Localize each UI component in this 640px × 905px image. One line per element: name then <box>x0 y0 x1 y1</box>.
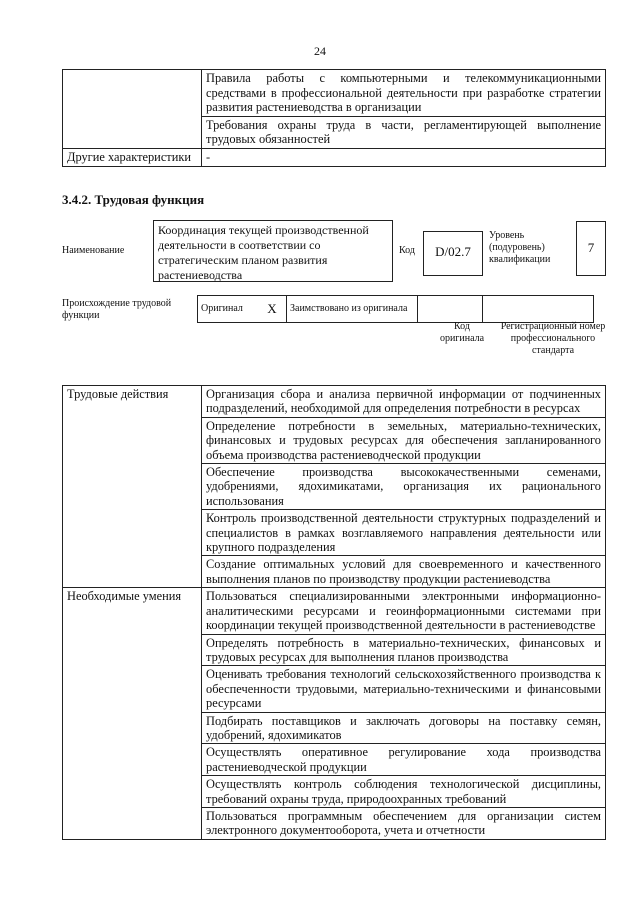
skill-item: Осуществлять контроль соблюдения технологической дисциплины, требований охраны труда, природоохранных требований <box>202 776 606 808</box>
borrowed-label: Заимствовано из оригинала <box>287 296 418 323</box>
origin-label: Происхождение трудовой функции <box>62 298 172 321</box>
row-text: Требования охраны труда в части, регламентирующей выполнение трудовых обязанностей <box>202 116 606 148</box>
skill-item: Оценивать требования технологий сельскохозяйственного производства к обеспеченности трудовыми, материально-техническими и финансовыми ресурсами <box>202 666 606 712</box>
skills-label: Необходимые умения <box>63 588 202 840</box>
original-mark: X <box>258 296 287 323</box>
row-label <box>63 70 202 149</box>
table-row <box>63 588 606 634</box>
labor-action-item: Организация сбора и анализа первичной информации от подчиненных подразделений, необходимой для определения потребности в ресурсах <box>202 386 606 418</box>
skill-item: Пользоваться специализированными электронными информационно-аналитическими ресурсами и геоинформационными системами при координации текущей производственной деятельности в растениеводстве <box>202 588 606 634</box>
code-caption: Код оригинала <box>439 321 485 344</box>
skill-item: Определять потребность в материально-технических, финансовых и трудовых ресурсах для выполнения планов производства <box>202 634 606 666</box>
original-label: Оригинал <box>198 296 259 323</box>
function-code: D/02.7 <box>423 231 483 276</box>
labor-action-item: Создание оптимальных условий для своевременного и качественного выполнения планов по производству продукции растениеводства <box>202 556 606 588</box>
skill-item: Подбирать поставщиков и заключать договоры на поставку семян, удобрений, ядохимикатов <box>202 712 606 744</box>
labor-action-item: Контроль производственной деятельности структурных подразделений и специалистов в рамках возглавляемого направления деятельности или крупного подразделения <box>202 510 606 556</box>
function-name: Координация текущей производственной деятельности в соответствии со стратегическим планом развития растениеводства <box>153 220 393 282</box>
name-label: Наименование <box>62 245 125 256</box>
code-label: Код <box>399 245 415 256</box>
prev-section-table <box>62 69 606 167</box>
function-table <box>62 385 606 840</box>
row-text: - <box>202 148 606 166</box>
table-row <box>198 296 594 323</box>
reg-caption: Регистрационный номер профессионального стандарта <box>500 321 606 356</box>
skill-item: Осуществлять оперативное регулирование хода производства растениеводческой продукции <box>202 744 606 776</box>
labor-action-item: Определение потребности в земельных, материально-технических, финансовых и трудовых ресурсах для обеспечения запланированного объема производства растениеводческой продукции <box>202 417 606 463</box>
skill-item: Пользоваться программным обеспечением для организации систем электронного документооборота, учета и отчетности <box>202 807 606 839</box>
row-label: Другие характеристики <box>63 148 202 166</box>
origin-table <box>197 295 594 323</box>
row-text: Правила работы с компьютерными и телекоммуникационными средствами в профессиональной деятельности при разработке стратегии развития растениеводства в организации <box>202 70 606 117</box>
original-code-cell <box>418 296 483 323</box>
table-row <box>63 70 606 117</box>
section-title: 3.4.2. Трудовая функция <box>62 192 205 207</box>
labor-action-item: Обеспечение производства высококачественными семенами, удобрениями, ядохимикатами, организация их рационального использования <box>202 464 606 510</box>
table-row <box>63 148 606 166</box>
labor-actions-label: Трудовые действия <box>63 386 202 588</box>
level-label: Уровень (подуровень) квалификации <box>489 230 551 265</box>
page-number: 24 <box>314 44 326 58</box>
reg-number-cell <box>483 296 594 323</box>
qualification-level: 7 <box>576 221 606 276</box>
table-row <box>63 386 606 418</box>
